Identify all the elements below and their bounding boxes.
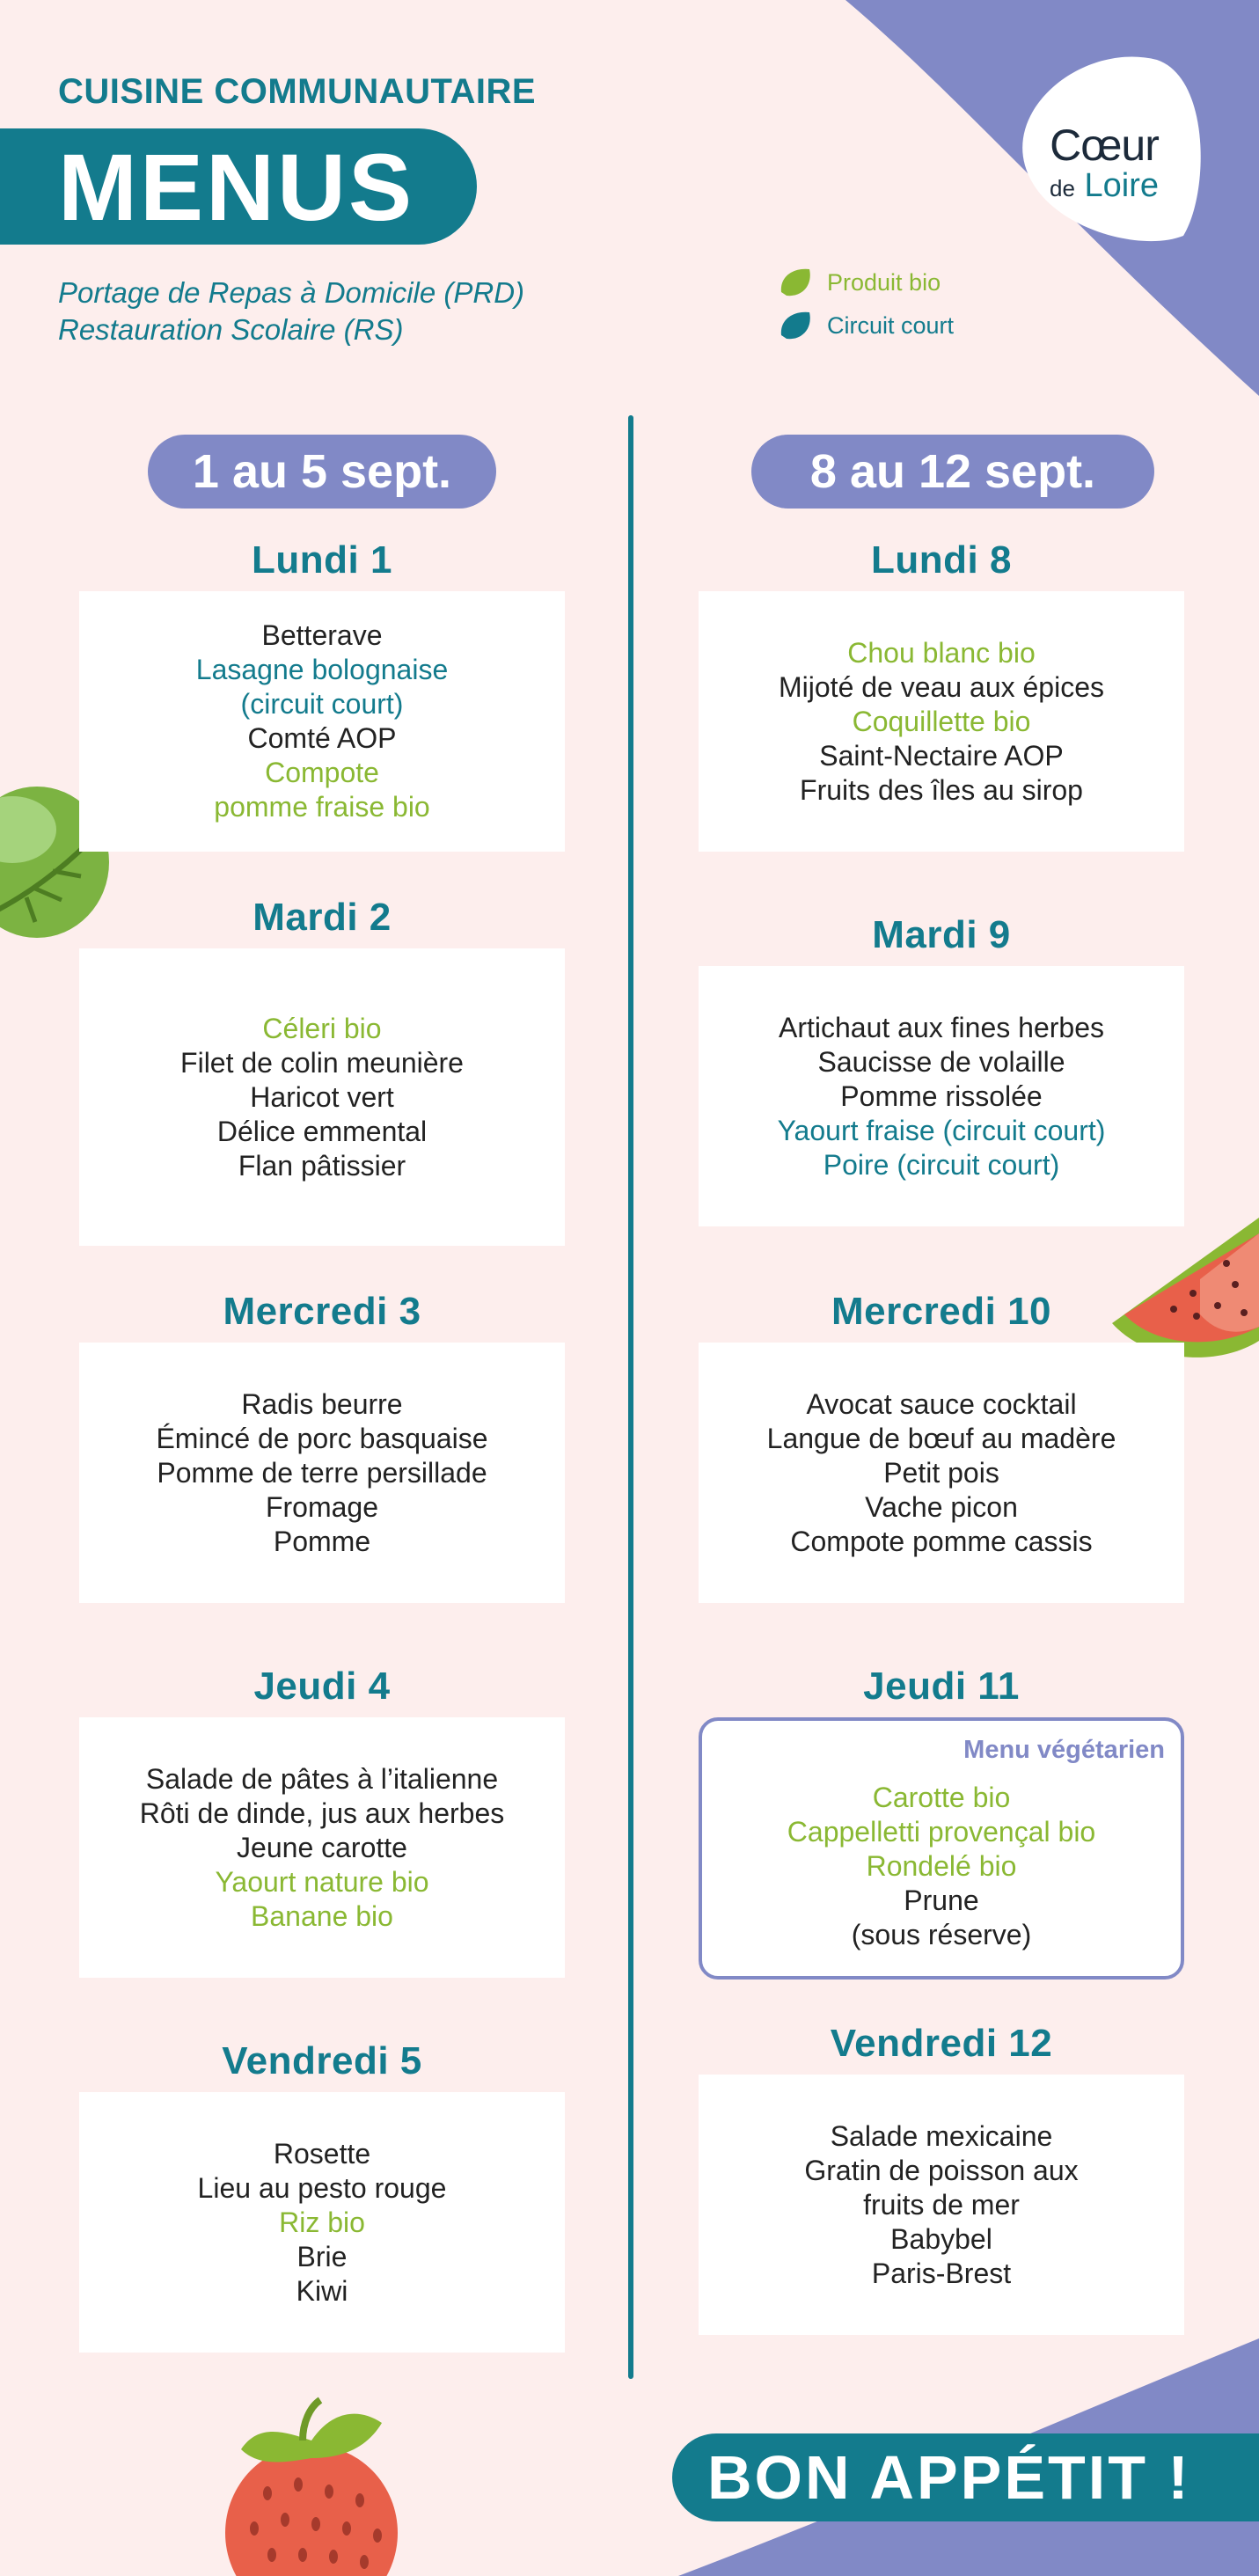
- day-title: Mercredi 3: [223, 1290, 421, 1333]
- day-menu-card: [79, 591, 565, 852]
- menu-item: Langue de bœuf au madère: [766, 1422, 1116, 1454]
- subtitle-prd: Portage de Repas à Domicile (PRD): [58, 276, 525, 309]
- menu-item: Yaourt nature bio: [215, 1865, 429, 1898]
- week2-label: 8 au 12 sept.: [751, 435, 1154, 509]
- legend-bio-label: Produit bio: [827, 268, 941, 296]
- menu-item: Coquillette bio: [852, 705, 1031, 737]
- logo-line1: Cœur: [1050, 121, 1159, 170]
- week1-label: 1 au 5 sept.: [148, 435, 496, 509]
- menu-item: Avocat sauce cocktail: [806, 1387, 1077, 1420]
- menu-item: Poire (circuit court): [823, 1148, 1060, 1181]
- legend-bio: [778, 266, 941, 299]
- menu-item: Gratin de poisson aux: [804, 2154, 1079, 2186]
- menu-item: Lasagne bolognaise: [195, 654, 449, 685]
- menu-item: Saint-Nectaire AOP: [819, 739, 1064, 772]
- legend-circuit-court: [778, 309, 954, 342]
- day-menu-card: [699, 966, 1184, 1226]
- menu-item: Compote: [265, 757, 379, 788]
- title-banner: [0, 128, 477, 245]
- menu-item: Banane bio: [251, 1899, 393, 1932]
- menu-item: (circuit court): [240, 688, 404, 720]
- menu-item: Chou blanc bio: [847, 636, 1036, 669]
- menu-item: Rosette: [273, 2137, 371, 2170]
- menu-item: Brie: [296, 2240, 348, 2272]
- day-title: Lundi 8: [871, 538, 1012, 582]
- menu-item: Babybel: [890, 2222, 992, 2255]
- day-title: Lundi 1: [252, 538, 392, 582]
- menu-item: pomme fraise bio: [214, 791, 430, 823]
- day-menu-card: [79, 948, 565, 1246]
- menu-item: Cappelletti provençal bio: [787, 1815, 1096, 1848]
- menu-item: Artichaut aux fines herbes: [779, 1011, 1104, 1043]
- menu-item: Petit pois: [883, 1456, 999, 1489]
- menu-item: Fromage: [265, 1490, 379, 1523]
- menu-item: Délice emmental: [216, 1115, 428, 1147]
- day-menu-card: [79, 1717, 565, 1978]
- menu-item: Vache picon: [865, 1490, 1018, 1523]
- strawberry-icon: [215, 2397, 408, 2576]
- menu-item: Rôti de dinde, jus aux herbes: [139, 1797, 505, 1829]
- menu-item: fruits de mer: [863, 2188, 1020, 2221]
- menu-item: (sous réserve): [851, 1918, 1032, 1950]
- day-menu-card: [79, 2092, 565, 2353]
- menu-item: Rondelé bio: [866, 1849, 1017, 1882]
- logo-de: de: [1050, 175, 1075, 201]
- closing-banner: [672, 2433, 1259, 2521]
- day-menu-card-vegetarian: [699, 1717, 1184, 1980]
- menu-item: Jeune carotte: [237, 1831, 407, 1863]
- logo-line2: [1007, 167, 1201, 205]
- day-title: Vendredi 12: [830, 2022, 1053, 2065]
- menu-item: Compote pomme cassis: [790, 1525, 1093, 1557]
- menu-item: Salade mexicaine: [830, 2119, 1053, 2152]
- menu-items: [787, 1781, 1095, 1952]
- closing-text: BON APPÉTIT !: [707, 2443, 1191, 2512]
- menu-item: Paris-Brest: [871, 2257, 1012, 2289]
- menu-item: Carotte bio: [872, 1781, 1011, 1813]
- day-title: Jeudi 4: [253, 1665, 391, 1708]
- menu-item: Filet de colin meunière: [180, 1046, 464, 1079]
- menu-item: Comté AOP: [247, 722, 397, 754]
- vegetarian-tag: Menu végétarien: [963, 1736, 1165, 1764]
- org-name: CUISINE COMMUNAUTAIRE: [58, 72, 537, 111]
- coeur-de-loire-logo: [1007, 51, 1201, 246]
- menu-item: Céleri bio: [262, 1012, 382, 1044]
- day-title: Vendredi 5: [222, 2039, 422, 2082]
- menu-item: Lieu au pesto rouge: [197, 2171, 447, 2204]
- legend-circuit-label: Circuit court: [827, 311, 955, 339]
- day-menu-card: [699, 591, 1184, 852]
- menu-item: Émincé de porc basquaise: [156, 1422, 488, 1454]
- menu-item: Kiwi: [296, 2274, 348, 2307]
- menu-item: Pomme rissolée: [840, 1079, 1043, 1112]
- menu-item: Riz bio: [279, 2206, 365, 2238]
- menu-item: Fruits des îles au sirop: [800, 773, 1083, 806]
- page-title: MENUS: [58, 133, 415, 240]
- menu-item: Prune: [904, 1884, 979, 1916]
- day-title: Mardi 2: [253, 896, 392, 939]
- column-divider: [628, 415, 633, 2379]
- day-title: Mercredi 10: [831, 1290, 1052, 1333]
- menu-item: Pomme: [273, 1525, 371, 1557]
- menu-item: Yaourt fraise (circuit court): [777, 1114, 1106, 1146]
- day-menu-card: [699, 1343, 1184, 1603]
- menu-item: Haricot vert: [250, 1080, 394, 1113]
- menu-item: Radis beurre: [241, 1387, 403, 1420]
- leaf-bio-icon: [778, 266, 815, 299]
- leaf-circuit-icon: [778, 309, 815, 342]
- day-menu-card: [699, 2075, 1184, 2335]
- logo-loire: Loire: [1084, 167, 1159, 204]
- menu-item: Pomme de terre persillade: [157, 1456, 487, 1489]
- subtitle-rs: Restauration Scolaire (RS): [58, 313, 404, 346]
- menu-item: Mijoté de veau aux épices: [779, 670, 1104, 703]
- menu-item: Flan pâtissier: [238, 1149, 406, 1182]
- day-title: Mardi 9: [872, 913, 1011, 956]
- menu-item: Betterave: [261, 619, 383, 651]
- menu-item: Saucisse de volaille: [817, 1045, 1065, 1078]
- day-menu-card: [79, 1343, 565, 1603]
- day-title: Jeudi 11: [863, 1665, 1020, 1708]
- menu-item: Salade de pâtes à l’italienne: [145, 1762, 499, 1795]
